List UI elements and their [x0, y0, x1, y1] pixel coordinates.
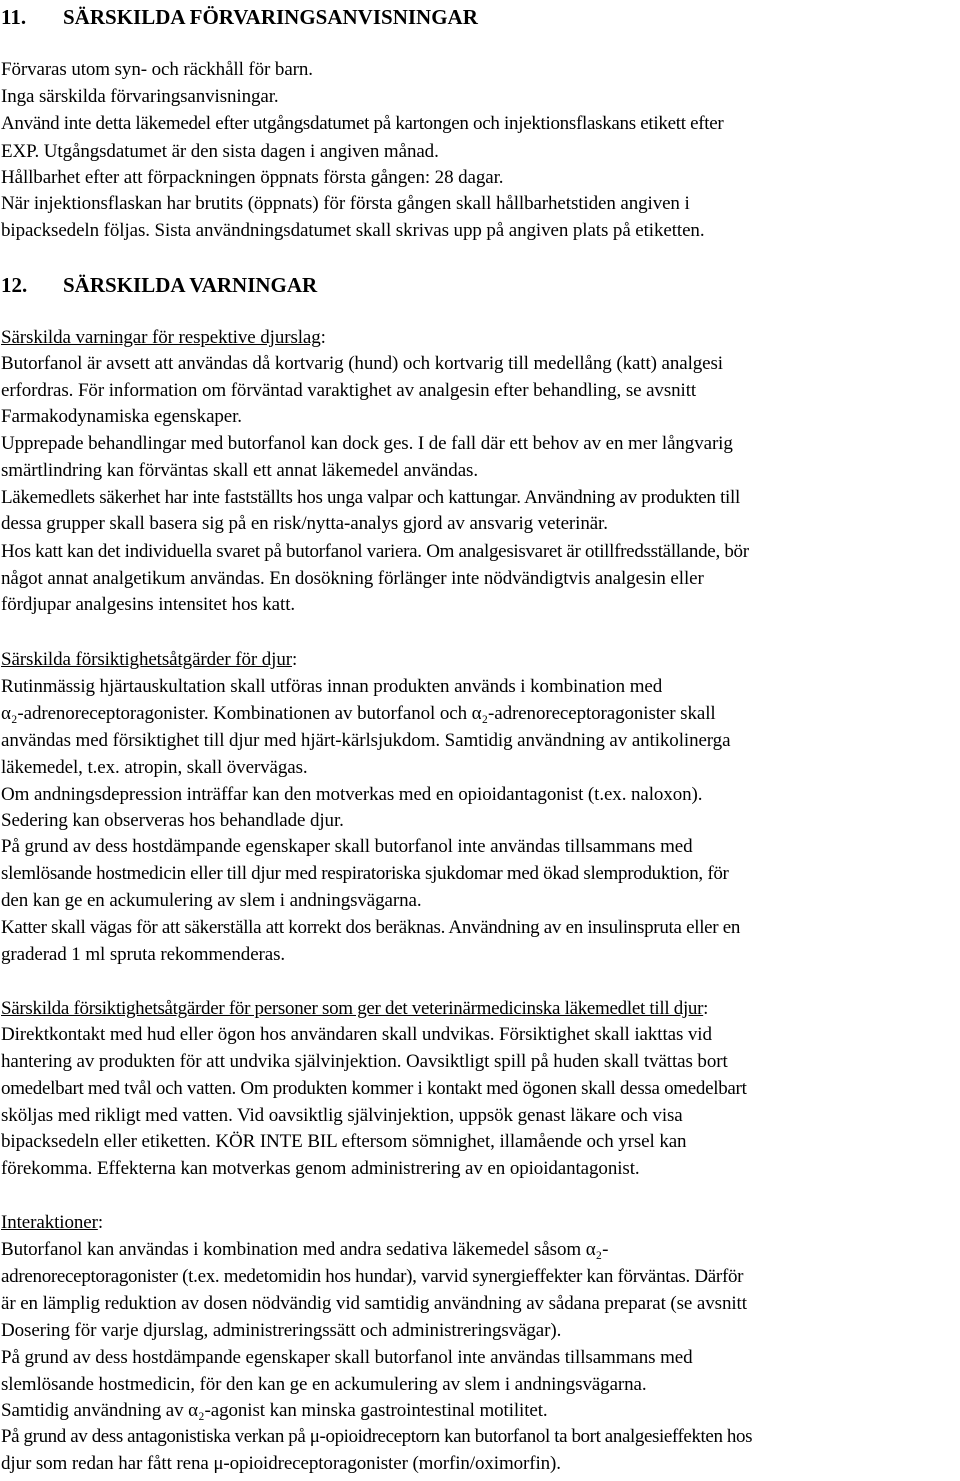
- text-line: den kan ge en ackumulering av slem i andningsvägarna.: [1, 890, 422, 911]
- text-line: bipacksedeln följas. Sista användningsdatumet skall skrivas upp på angiven plats på etiketten.: [1, 220, 705, 241]
- text-line: Direktkontakt med hud eller ögon hos användaren skall undvikas. Försiktighet skall iakttas vid: [1, 1024, 712, 1045]
- text-line: Hos katt kan det individuella svaret på butorfanol variera. Om analgesisvaret är otillfredsställande, bör: [1, 541, 749, 562]
- text-line: adrenoreceptoragonister (t.ex. medetomidin hos hundar), varvid synergieffekter kan förväntas. Därför: [1, 1266, 744, 1287]
- text-line: användas med försiktighet till djur med hjärt-kärlsjukdom. Samtidig användning av antikolinerga: [1, 730, 731, 751]
- text-line: Samtidig användning av α₂-agonist kan minska gastrointestinal motilitet.: [1, 1400, 548, 1421]
- text-line: Hållbarhet efter att förpackningen öppnats första gången: 28 dagar.: [1, 167, 504, 188]
- text-line: Använd inte detta läkemedel efter utgångsdatumet på kartongen och injektionsflaskans etikett efter: [1, 113, 724, 134]
- interactions-subheading-text: Interaktioner: [1, 1212, 98, 1233]
- text-line: När injektionsflaskan har brutits (öppnats) för första gången skall hållbarhetstiden angiven i: [1, 193, 690, 214]
- text-line: α₂-adrenoreceptoragonister. Kombinationen av butorfanol och α₂-adrenoreceptoragonister skall: [1, 703, 716, 724]
- text-line: är en lämplig reduktion av dosen nödvändig vid samtidig användning av sådana preparat (se avsnitt: [1, 1293, 747, 1314]
- text-line: Katter skall vägas för att säkerställa att korrekt dos beräknas. Användning av en insulinspruta eller en: [1, 917, 741, 938]
- section-12-heading: [1, 272, 317, 298]
- section-11-title: SÄRSKILDA FÖRVARINGSANVISNINGAR: [63, 5, 478, 29]
- text-line: Läkemedlets säkerhet har inte fastställts hos unga valpar och kattungar. Användning av produkten till: [1, 487, 740, 508]
- text-line: På grund av dess hostdämpande egenskaper skall butorfanol inte användas tillsammans med: [1, 1347, 693, 1368]
- section-11-heading: [1, 4, 478, 30]
- section-12-title: SÄRSKILDA VARNINGAR: [63, 273, 318, 297]
- persons-subheading: Särskilda försiktighetsåtgärder för personer som ger det veterinärmedicinska läkemedlet till djur:: [1, 998, 709, 1019]
- text-line: graderad 1 ml spruta rekommenderas.: [1, 944, 286, 965]
- text-line: fördjupar analgesins intensitet hos katt.: [1, 594, 296, 615]
- text-line: EXP. Utgångsdatumet är den sista dagen i angiven månad.: [1, 141, 439, 162]
- text-line: sköljas med rikligt med vatten. Vid oavsiktlig självinjektion, uppsök genast läkare och visa: [1, 1105, 683, 1126]
- text-line: Förvaras utom syn- och räckhåll för barn.: [1, 59, 313, 80]
- text-line: Farmakodynamiska egenskaper.: [1, 406, 242, 427]
- text-line: Inga särskilda förvaringsanvisningar.: [1, 86, 279, 107]
- text-line: hantering av produkten för att undvika självinjektion. Oavsiktligt spill på huden skall tvättas bort: [1, 1051, 728, 1072]
- text-line: På grund av dess hostdämpande egenskaper skall butorfanol inte användas tillsammans med: [1, 836, 693, 857]
- text-line: Upprepade behandlingar med butorfanol kan dock ges. I de fall där ett behov av en mer långvarig: [1, 433, 733, 454]
- text-line: läkemedel, t.ex. atropin, skall övervägas.: [1, 757, 308, 778]
- animals-subheading: Särskilda försiktighetsåtgärder för djur:: [1, 649, 298, 670]
- text-line: erfordras. För information om förväntad varaktighet av analgesin efter behandling, se avsnitt: [1, 380, 697, 401]
- persons-subheading-text: Särskilda försiktighetsåtgärder för personer som ger det veterinärmedicinska läkemedlet till djur: [1, 998, 704, 1019]
- text-line: förekomma. Effekterna kan motverkas genom administrering av en opioidantagonist.: [1, 1158, 640, 1179]
- section-12-number: 12.: [1, 273, 28, 297]
- species-subheading-text: Särskilda varningar för respektive djurslag: [1, 327, 321, 348]
- text-line: Rutinmässig hjärtauskultation skall utföras innan produkten används i kombination med: [1, 676, 663, 697]
- animals-subheading-text: Särskilda försiktighetsåtgärder för djur: [1, 649, 292, 670]
- text-line: omedelbart med tvål och vatten. Om produkten kommer i kontakt med ögonen skall dessa omedelbart: [1, 1078, 747, 1099]
- text-line: smärtlindring kan förväntas skall ett annat läkemedel användas.: [1, 460, 478, 481]
- text-line: Butorfanol är avsett att användas då kortvarig (hund) och kortvarig till medellång (katt) analgesi: [1, 353, 723, 374]
- text-line: På grund av dess antagonistiska verkan på μ-opioidreceptorn kan butorfanol ta bort analgesieffekten hos: [1, 1426, 753, 1447]
- text-line: Om andningsdepression inträffar kan den motverkas med en opioidantagonist (t.ex. naloxon).: [1, 784, 703, 805]
- text-line: bipacksedeln eller etiketten. KÖR INTE BIL eftersom sömnighet, illamående och yrsel kan: [1, 1131, 687, 1152]
- text-line: Sedering kan observeras hos behandlade djur.: [1, 810, 344, 831]
- text-line: Dosering för varje djurslag, administreringssätt och administreringsvägar).: [1, 1320, 562, 1341]
- text-line: dessa grupper skall basera sig på en risk/nytta-analys gjord av ansvarig veterinär.: [1, 513, 608, 534]
- text-line: Butorfanol kan användas i kombination med andra sedativa läkemedel såsom α₂-: [1, 1239, 609, 1260]
- section-11-number: 11.: [1, 5, 27, 29]
- interactions-subheading: Interaktioner:: [1, 1212, 104, 1233]
- species-subheading: Särskilda varningar för respektive djurslag:: [1, 327, 326, 348]
- text-line: slemlösande hostmedicin, för den kan ge en ackumulering av slem i andningsvägarna.: [1, 1374, 647, 1395]
- text-line: något annat analgetikum användas. En dosökning förlänger inte nödvändigtvis analgesin eller: [1, 568, 704, 589]
- text-line: slemlösande hostmedicin eller till djur med respiratoriska sjukdomar med ökad slemproduktion, för: [1, 863, 729, 884]
- text-line: djur som redan har fått rena μ-opioidreceptoragonister (morfin/oximorfin).: [1, 1453, 561, 1474]
